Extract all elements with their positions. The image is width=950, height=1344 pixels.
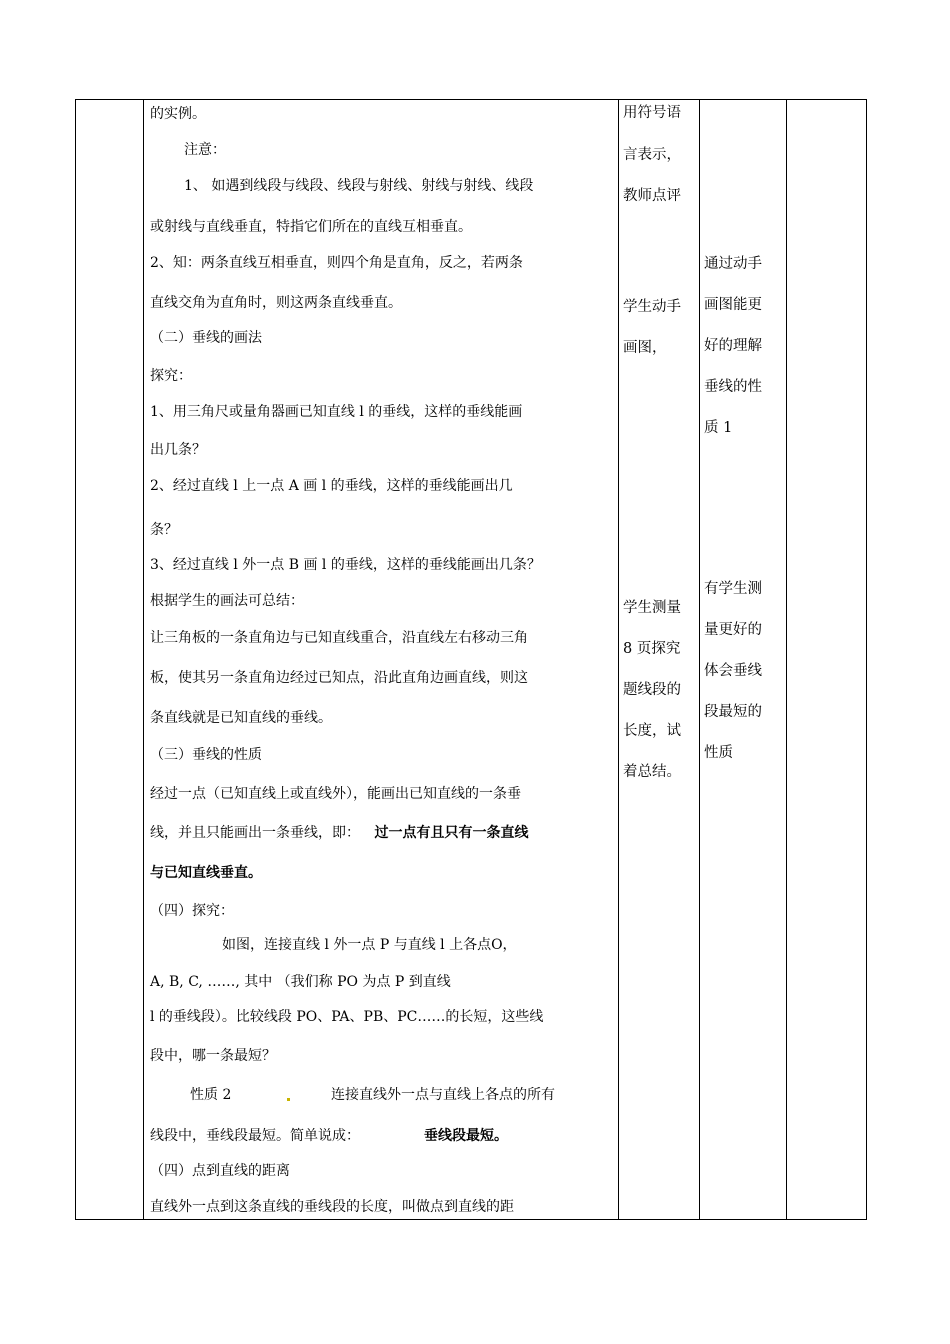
- content-text: 线，并且只能画出一条垂线，即：: [150, 825, 360, 841]
- content-line: 的实例。: [150, 106, 206, 122]
- content-line: 根据学生的画法可总结：: [150, 593, 304, 609]
- content-line: 探究：: [150, 368, 192, 384]
- emphasis-text: 垂线段最短。: [424, 1128, 508, 1144]
- intent-line: 垂线的性: [704, 379, 762, 395]
- section-heading: （四）点到直线的距离: [150, 1163, 290, 1179]
- emphasis-text: 过一点有且只有一条直线: [374, 825, 529, 841]
- content-line: 条？: [150, 522, 178, 538]
- activity-line: 题线段的: [623, 682, 681, 698]
- content-line: 直线外一点到这条直线的垂线段的长度，叫做点到直线的距: [150, 1199, 514, 1215]
- intent-line: 通过动手: [704, 256, 762, 272]
- activity-line: 学生动手: [623, 299, 681, 315]
- content-line: 注意：: [184, 142, 226, 158]
- section-heading: （二）垂线的画法: [150, 330, 262, 346]
- column-divider: [786, 100, 787, 1219]
- intent-line: 好的理解: [704, 338, 762, 354]
- emphasis-line: 与已知直线垂直。: [150, 865, 262, 881]
- content-line: 如图，连接直线 l 外一点 P 与直线 l 上各点O，: [222, 937, 517, 953]
- content-line: l 的垂线段）。比较线段 PO、PA、PB、PC……的长短，这些线: [150, 1009, 544, 1025]
- teaching-content-column: [144, 100, 618, 1219]
- activity-line: 画图，: [623, 340, 667, 356]
- content-line: 经过一点（已知直线上或直线外），能画出已知直线的一条垂: [150, 786, 521, 802]
- activity-line: 用符号语: [623, 105, 681, 121]
- content-line: 让三角板的一条直角边与已知直线重合，沿直线左右移动三角: [150, 630, 528, 646]
- content-line: 出几条？: [150, 442, 206, 458]
- property-label: 性质 2: [190, 1087, 232, 1103]
- activity-line: 学生测量: [623, 600, 681, 616]
- content-line: 3、经过直线 l 外一点 B 画 l 的垂线，这样的垂线能画出几条？: [150, 557, 541, 573]
- intent-line: 体会垂线: [704, 663, 762, 679]
- content-line: 或射线与直线垂直，特指它们所在的直线互相垂直。: [150, 219, 472, 235]
- content-line: 板，使其另一条直角边经过已知点，沿此直角边画直线，则这: [150, 670, 528, 686]
- activity-line: 8 页探究: [623, 641, 681, 657]
- activity-line: 长度，试: [623, 723, 681, 739]
- content-line: 段中，哪一条最短？: [150, 1048, 276, 1064]
- activity-line: 着总结。: [623, 764, 681, 780]
- content-line: A, B, C, ……, 其中 （我们称 PO 为点 P 到直线: [150, 974, 451, 990]
- content-line: 线段中，垂线段最短。简单说成：: [150, 1128, 360, 1144]
- section-heading: （三）垂线的性质: [150, 747, 262, 763]
- design-intent-column: [700, 100, 786, 1219]
- intent-line: 性质: [704, 745, 733, 761]
- activity-line: 教师点评: [623, 188, 681, 204]
- intent-line: 质 1: [704, 420, 733, 436]
- content-line: 连接直线外一点与直线上各点的所有: [331, 1087, 555, 1103]
- content-line: 1、 如遇到线段与线段、线段与射线、射线与射线、线段: [184, 178, 534, 194]
- intent-line: 有学生测: [704, 581, 762, 597]
- intent-line: 量更好的: [704, 622, 762, 638]
- student-activity-column: [619, 100, 699, 1219]
- mark-dot: [287, 1098, 290, 1101]
- intent-line: 段最短的: [704, 704, 762, 720]
- intent-line: 画图能更: [704, 297, 762, 313]
- content-line: 直线交角为直角时，则这两条直线垂直。: [150, 295, 402, 311]
- content-line: 2、知：两条直线互相垂直，则四个角是直角，反之，若两条: [150, 255, 523, 271]
- content-line: [150, 823, 528, 843]
- content-line: 条直线就是已知直线的垂线。: [150, 710, 332, 726]
- content-line: 1、用三角尺或量角器画已知直线 l 的垂线，这样的垂线能画: [150, 404, 523, 420]
- section-heading: （四）探究：: [150, 903, 234, 919]
- lesson-table: [75, 99, 867, 1220]
- content-line: 2、经过直线 l 上一点 A 画 l 的垂线，这样的垂线能画出几: [150, 478, 513, 494]
- activity-line: 言表示，: [623, 147, 681, 163]
